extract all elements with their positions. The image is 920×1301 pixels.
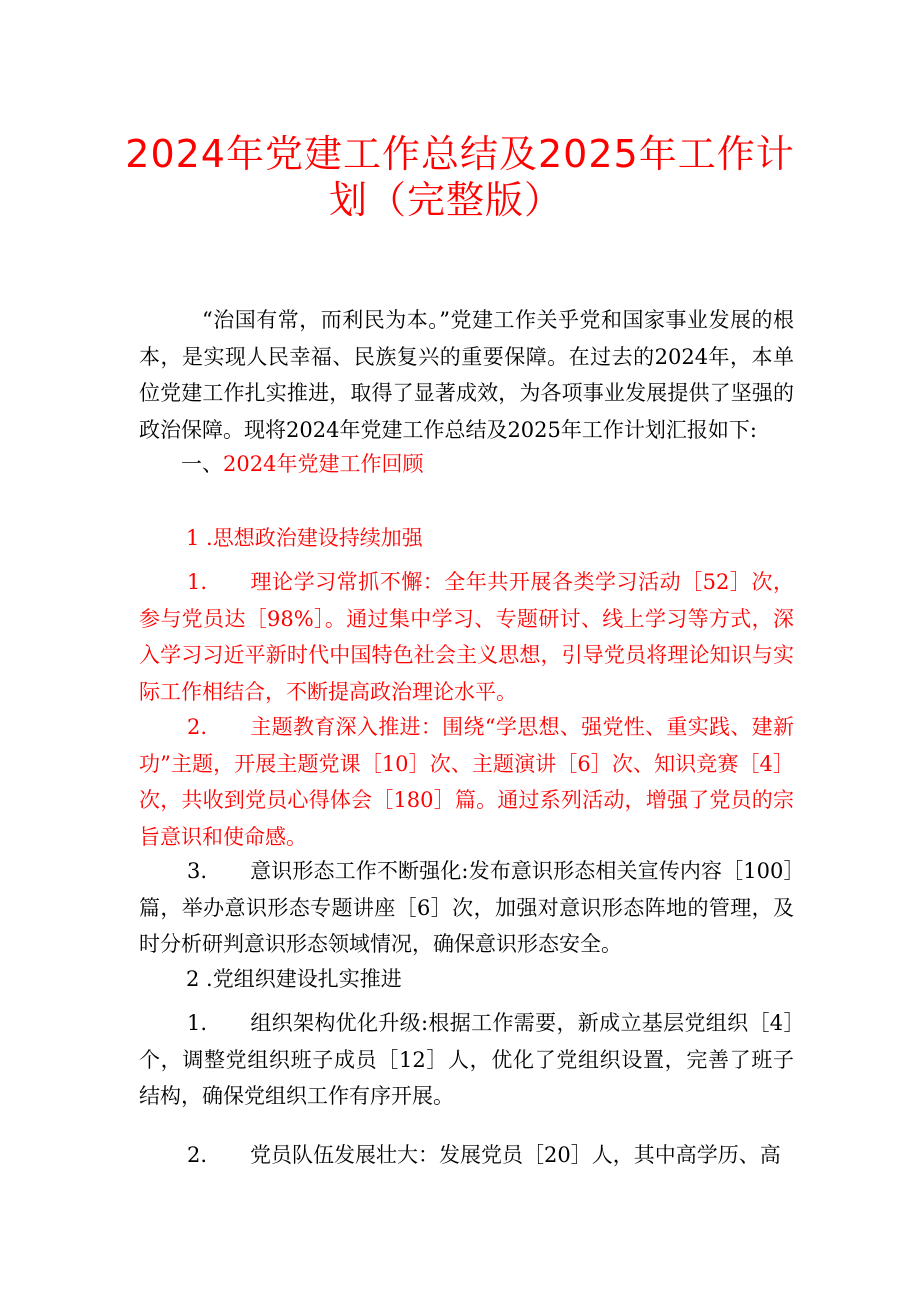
section-heading-1 bbox=[181, 446, 423, 482]
list-item bbox=[139, 853, 794, 963]
list-item-text: 意识形态工作不断强化:发布意识形态相关宣传内容［100］篇，举办意识形态专题讲座［6］次，加强对意识形态阵地的管理，及时分析研判意识形态领域情况，确保意识形态安全。 bbox=[139, 859, 794, 956]
subsection-heading-1: 1 .思想政治建设持续加强 bbox=[186, 526, 423, 550]
section-number: 一、 bbox=[181, 452, 223, 476]
list-item-text: 主题教育深入推进：围绕“学思想、强党性、重实践、建新功”主题，开展主题党课［10］次、主题演讲［6］次、知识竞赛［4］次，共收到党员心得体会［180］篇。通过系列活动，增强了党员的宗旨意识和使命感。 bbox=[139, 715, 794, 849]
document-title-line1: 2024年党建工作总结及2025年工作计 bbox=[125, 132, 795, 176]
list-item bbox=[139, 1137, 794, 1174]
list-item-text: 党员队伍发展壮大：发展党员［20］人，其中高学历、高 bbox=[250, 1143, 781, 1167]
list-item-text: 组织架构优化升级:根据工作需要，新成立基层党组织［4］个，调整党组织班子成员［12］人，优化了党组织设置，完善了班子结构，确保党组织工作有序开展。 bbox=[139, 1011, 794, 1108]
list-item bbox=[139, 564, 794, 710]
list-item-text: 理论学习常抓不懈：全年共开展各类学习活动［52］次，参与党员达［98%］。通过集中学习、专题研讨、线上学习等方式，深入学习习近平新时代中国特色社会主义思想，引导党员将理论知识与实际工作相结合，不断提高政治理论水平。 bbox=[139, 570, 794, 704]
list-item bbox=[139, 709, 794, 855]
intro-paragraph: “治国有常，而利民为本。”党建工作关乎党和国家事业发展的根本，是实现人民幸福、民族复兴的重要保障。在过去的2024年，本单位党建工作扎实推进，取得了显著成效，为各项事业发展提供了坚强的政治保障。现将2024年党建工作总结及2025年工作计划汇报如下: bbox=[139, 308, 794, 442]
subsection-heading-2: 2 .党组织建设扎实推进 bbox=[186, 967, 402, 991]
list-item-number: 1. bbox=[187, 570, 208, 594]
list-item-number: 2. bbox=[187, 1143, 208, 1167]
list-item bbox=[139, 1005, 794, 1115]
section-title: 2024年党建工作回顾 bbox=[223, 452, 424, 476]
list-item-number: 3. bbox=[187, 859, 208, 883]
document-title-line2: 划（完整版） bbox=[328, 178, 563, 222]
list-item-number: 1. bbox=[187, 1011, 208, 1035]
list-item-number: 2. bbox=[187, 715, 208, 739]
